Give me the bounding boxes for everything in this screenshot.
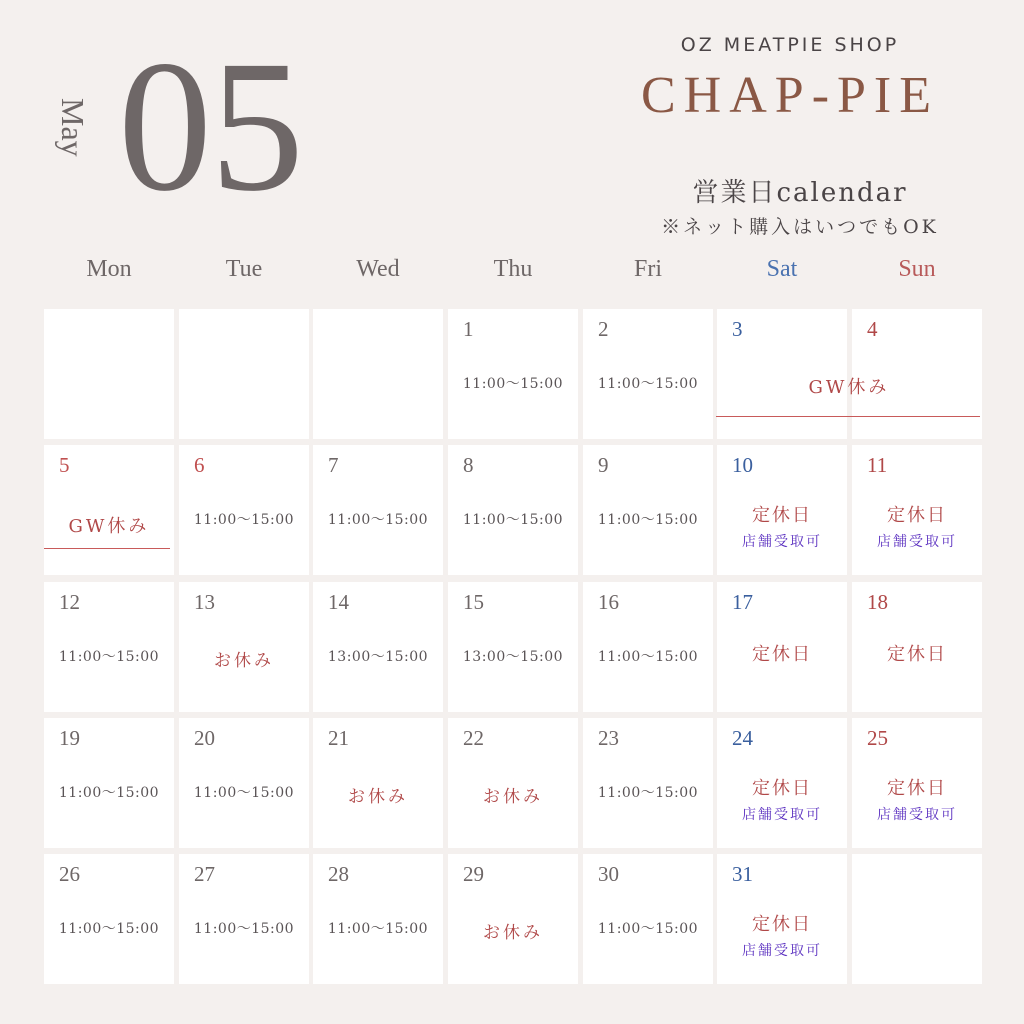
calendar-day-6: [179, 445, 309, 575]
day-number: 4: [867, 317, 878, 341]
weekday-sat: Sat: [766, 256, 798, 282]
calendar-day-14: [313, 582, 443, 712]
calendar-day-10: [717, 445, 847, 575]
business-hours: 11:00〜15:00: [58, 921, 160, 937]
calendar-day-16: [583, 582, 713, 712]
store-pickup-note: 店舗受取可: [742, 534, 822, 550]
calendar-empty-cell: [179, 309, 309, 439]
business-hours: 13:00〜15:00: [462, 649, 564, 665]
month-number: 05: [118, 21, 302, 230]
calendar-day-18: [852, 582, 982, 712]
day-number: 2: [598, 317, 609, 341]
day-number: 9: [598, 453, 609, 477]
day-number: 24: [732, 726, 753, 750]
gw-holiday-label-week2: GW休み: [68, 516, 150, 537]
business-hours: 11:00〜15:00: [193, 512, 295, 528]
month-word: May: [55, 98, 91, 157]
day-number: 13: [194, 590, 215, 614]
day-number: 22: [463, 726, 484, 750]
day-number: 3: [732, 317, 743, 341]
day-number: 18: [867, 590, 888, 614]
day-number: 1: [463, 317, 474, 341]
calendar-day-22: [448, 718, 578, 848]
calendar-day-2: [583, 309, 713, 439]
day-number: 5: [59, 453, 70, 477]
day-number: 25: [867, 726, 888, 750]
day-number: 28: [328, 862, 349, 886]
regular-holiday-label: 定休日: [887, 644, 947, 665]
calendar-day-21: [313, 718, 443, 848]
business-hours: 11:00〜15:00: [462, 512, 564, 528]
business-hours: 11:00〜15:00: [58, 785, 160, 801]
day-number: 26: [59, 862, 80, 886]
regular-holiday-label: 定休日: [752, 778, 812, 799]
calendar-day-27: [179, 854, 309, 984]
day-number: 8: [463, 453, 474, 477]
business-hours: 11:00〜15:00: [58, 649, 160, 665]
day-number: 31: [732, 862, 753, 886]
day-number: 20: [194, 726, 215, 750]
business-hours: 11:00〜15:00: [327, 512, 429, 528]
calendar-day-31: [717, 854, 847, 984]
weekday-mon: Mon: [86, 256, 132, 282]
day-number: 21: [328, 726, 349, 750]
calendar-day-1: [448, 309, 578, 439]
business-hours: 11:00〜15:00: [597, 376, 699, 392]
calendar-day-25: [852, 718, 982, 848]
day-number: 6: [194, 453, 205, 477]
calendar-day-5: [44, 445, 174, 575]
day-number: 29: [463, 862, 484, 886]
calendar-day-28: [313, 854, 443, 984]
calendar-day-8: [448, 445, 578, 575]
regular-holiday-label: 定休日: [887, 505, 947, 526]
day-number: 14: [328, 590, 349, 614]
weekday-thu: Thu: [493, 256, 533, 282]
calendar-day-9: [583, 445, 713, 575]
calendar-empty-cell: [852, 854, 982, 984]
day-number: 17: [732, 590, 753, 614]
closed-label: お休み: [483, 923, 543, 943]
day-number: 11: [867, 453, 888, 477]
calendar-empty-cell: [313, 309, 443, 439]
closed-label: お休み: [483, 787, 543, 807]
calendar-day-19: [44, 718, 174, 848]
business-hours: 11:00〜15:00: [597, 649, 699, 665]
calendar-day-17: [717, 582, 847, 712]
day-number: 30: [598, 862, 619, 886]
business-hours: 11:00〜15:00: [193, 921, 295, 937]
business-hours: 11:00〜15:00: [327, 921, 429, 937]
day-number: 15: [463, 590, 484, 614]
calendar-day-15: [448, 582, 578, 712]
calendar-day-29: [448, 854, 578, 984]
calendar-day-24: [717, 718, 847, 848]
calendar-day-20: [179, 718, 309, 848]
calendar-day-23: [583, 718, 713, 848]
calendar-day-12: [44, 582, 174, 712]
calendar-empty-cell: [44, 309, 174, 439]
weekday-wed: Wed: [356, 256, 400, 282]
regular-holiday-label: 定休日: [752, 644, 812, 665]
day-number: 19: [59, 726, 80, 750]
regular-holiday-label: 定休日: [752, 505, 812, 526]
shop-name: CHAP-PIE: [640, 67, 940, 124]
business-hours: 11:00〜15:00: [193, 785, 295, 801]
day-number: 7: [328, 453, 339, 477]
calendar-day-7: [313, 445, 443, 575]
weekday-sun: Sun: [898, 256, 936, 282]
calendar-title: 営業日calendar: [692, 178, 908, 208]
store-pickup-note: 店舗受取可: [877, 807, 957, 823]
store-pickup-note: 店舗受取可: [742, 943, 822, 959]
store-pickup-note: 店舗受取可: [877, 534, 957, 550]
gw-holiday-line-week1: [716, 416, 980, 417]
business-hours: 11:00〜15:00: [597, 785, 699, 801]
day-number: 23: [598, 726, 619, 750]
business-hours: 13:00〜15:00: [327, 649, 429, 665]
day-number: 10: [732, 453, 753, 477]
weekday-tue: Tue: [225, 256, 263, 282]
store-pickup-note: 店舗受取可: [742, 807, 822, 823]
closed-label: お休み: [348, 787, 408, 807]
gw-holiday-label-week1: GW休み: [808, 377, 890, 398]
regular-holiday-label: 定休日: [887, 778, 947, 799]
regular-holiday-label: 定休日: [752, 914, 812, 935]
day-number: 27: [194, 862, 215, 886]
weekday-fri: Fri: [633, 256, 662, 282]
day-number: 12: [59, 590, 80, 614]
business-hours: 11:00〜15:00: [597, 921, 699, 937]
calendar-day-13: [179, 582, 309, 712]
business-hours: 11:00〜15:00: [462, 376, 564, 392]
calendar-day-30: [583, 854, 713, 984]
calendar-note: ※ネット購入はいつでもOK: [661, 216, 939, 238]
gw-holiday-line-week2: [44, 548, 170, 549]
shop-subtitle: OZ MEATPIE SHOP: [680, 34, 900, 56]
day-number: 16: [598, 590, 619, 614]
calendar-day-26: [44, 854, 174, 984]
closed-label: お休み: [214, 651, 274, 671]
calendar-day-11: [852, 445, 982, 575]
business-hours: 11:00〜15:00: [597, 512, 699, 528]
